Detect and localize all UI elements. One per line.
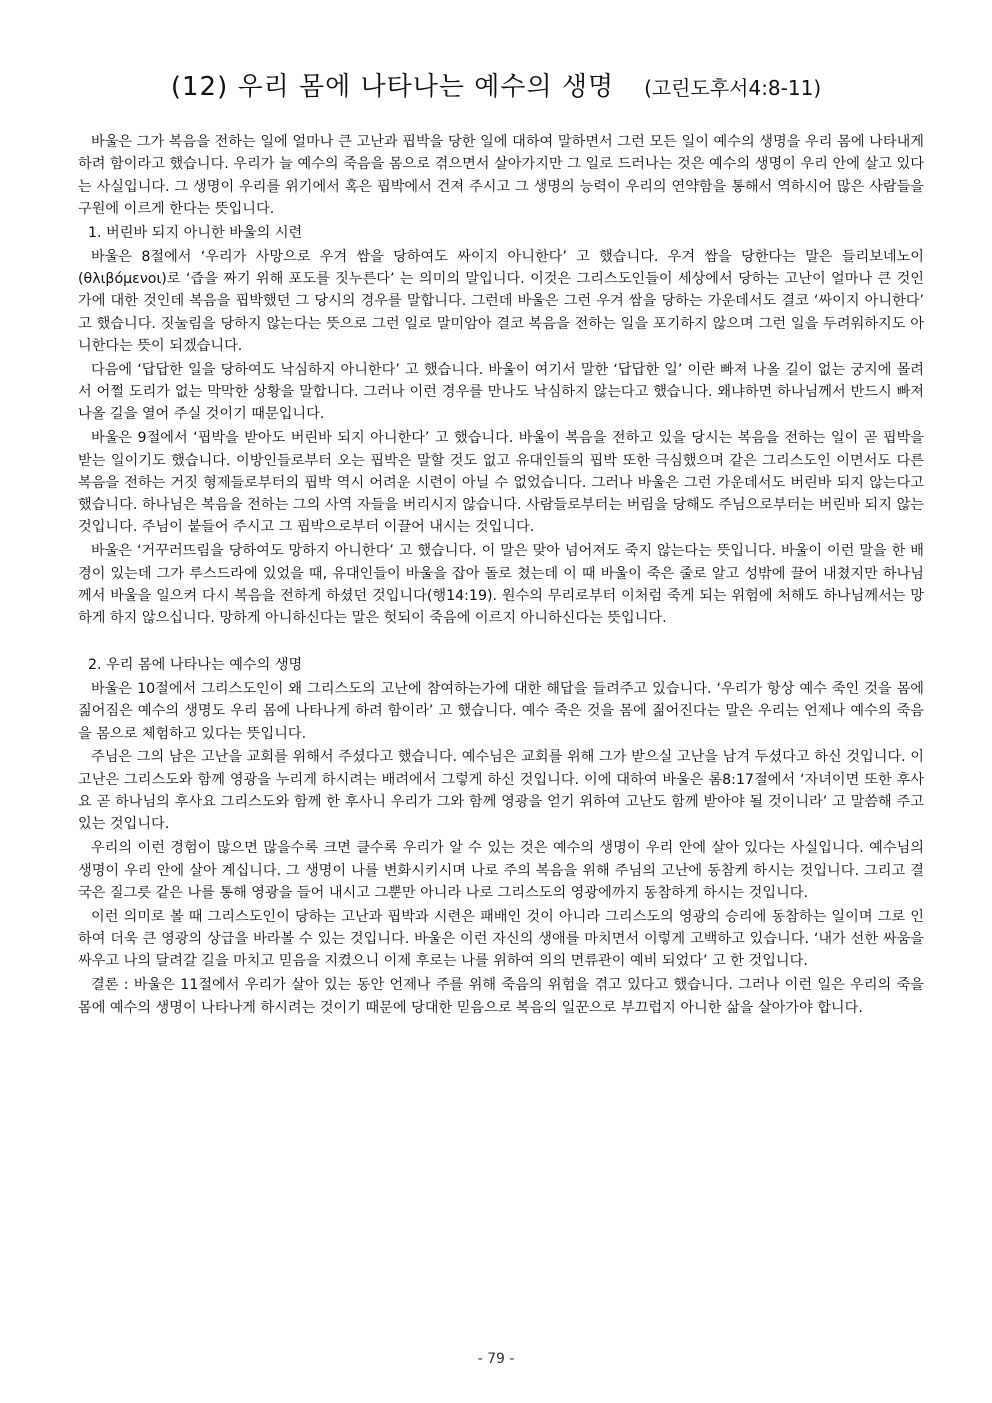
- section-heading: 1. 버린바 되지 아니한 바울의 시련: [88, 224, 303, 241]
- paragraph: 바울은 그가 복음을 전하는 일에 얼마나 큰 고난과 핍박을 당한 일에 대하여 말하면서 그런 모든 일이 예수의 생명을 우리 몸에 나타내게 하려 함이라고 했습니다. 우리가 늘 예수의 죽음을 몸으로 겪으면서 살아가지만 그 일로 드러나는 것은 예수의 생명이 우리 안에 살고 있다는 사실입니다. 그 생명이 우리를 위기에서 혹은 핍박에서 건져 주시고 그 생명의 능력이 우리의 연약함을 통해서 역하시어 많은 사람들을 구원에 이르게 한다는 뜻입니다.: [78, 134, 924, 217]
- paragraph: 우리의 이런 경험이 많으면 많을수록 크면 클수록 우리가 알 수 있는 것은 예수의 생명이 우리 안에 살아 있다는 사실입니다. 예수님의 생명이 우리 안에 살아 계십니다. 그 생명이 나를 변화시키시며 나로 주의 복음을 위해 주님의 고난에 동참케 하시는 것입니다. 그리고 결국은 질그릇 같은 나를 통해 영광을 들어 내시고 그뿐만 아니라 나로 그리스도의 영광에까지 동참하게 하시는 것입니다.: [78, 840, 924, 901]
- paragraph: 바울은 8절에서 ‘우리가 사망으로 우겨 쌈을 당하여도 싸이지 아니한다’ 고 했습니다. 우겨 쌈을 당한다는 말은 들리보네노이(θλιβόμενοι)로 ‘즙을 짜기 위해 포도를 짓누른다’ 는 의미의 말입니다. 이것은 그리스도인들이 세상에서 당하는 고난이 얼마나 큰 것인가에 대한 것인데 복음을 핍박했던 그 당시의 경우를 말합니다. 그런데 바울은 그런 우겨 쌈을 당하는 가운데서도 결코 ‘싸이지 아니한다’ 고 했습니다. 짓눌림을 당하지 않는다는 뜻으로 그런 일로 말미암아 결코 복음을 전하는 일을 포기하지 않으며 그런 일을 두려워하지도 아니한다는 뜻이 되겠습니다.: [78, 248, 924, 354]
- paragraph: 이런 의미로 볼 때 그리스도인이 당하는 고난과 핍박과 시련은 패배인 것이 아니라 그리스도의 영광의 승리에 동참하는 일이며 그로 인하여 더욱 큰 영광의 상급을 바라볼 수 있는 것입니다. 바울은 이런 자신의 생애를 마치면서 이렇게 고백하고 있습니다. ‘내가 선한 싸움을 싸우고 나의 달려갈 길을 마치고 믿음을 지켰으니 이제 후로는 나를 위하여 의의 면류관이 예비 되었다’ 고 한 것입니다.: [78, 908, 924, 970]
- page-number: - 79 -: [477, 1351, 515, 1367]
- title-scripture-reference: (고린도후서4:8-11): [644, 76, 822, 100]
- document-body: [78, 131, 924, 1020]
- paragraph: 다음에 ‘답답한 일을 당하여도 낙심하지 아니한다’ 고 했습니다. 바울이 여기서 말한 ‘답답한 일’ 이란 빠져 나올 길이 없는 궁지에 몰려서 어쩔 도리가 없는 막막한 상황을 말합니다. 그러나 이런 경우를 만나도 낙심하지 않는다고 했습니다. 왜냐하면 하나님께서 반드시 빠져 나올 길을 열어 주실 것이기 때문입니다.: [78, 361, 924, 423]
- page-title: [0, 66, 992, 103]
- title-main: (12) 우리 몸에 나타나는 예수의 생명: [170, 72, 615, 102]
- paragraph: 결론 : 바울은 11절에서 우리가 살아 있는 동안 언제나 주를 위해 죽음의 위험을 겪고 있다고 했습니다. 그러나 이런 일은 우리의 죽을 몸에 예수의 생명이 나타나게 하시려는 것이기 때문에 당대한 믿음으로 복음의 일꾼으로 부끄럽지 아니한 삶을 살아가야 합니다.: [78, 977, 924, 1016]
- paragraph: 주님은 그의 남은 고난을 교회를 위해서 주셨다고 했습니다. 예수님은 교회를 위해 그가 받으실 고난을 남겨 두셨다고 하신 것입니다. 이 고난은 그리스도와 함께 영광을 누리게 하시려는 배려에서 그렇게 하신 것입니다. 이에 대하여 바울은 롬8:17절에서 ‘자녀이면 또한 후사요 곧 하나님의 후사요 그리스도와 함께 한 후사니 우리가 그와 함께 영광을 얻기 위하여 고난도 함께 받아야 될 것이니라’ 고 말씀해 주고 있는 것입니다.: [78, 749, 924, 833]
- paragraph: 바울은 ‘거꾸러뜨림을 당하여도 망하지 아니한다’ 고 했습니다. 이 말은 맞아 넘어져도 죽지 않는다는 뜻입니다. 바울이 이런 말을 한 배경이 있는데 그가 루스드라에 있었을 때, 유대인들이 바울을 잡아 돌로 쳤는데 이 때 바울이 죽은 줄로 알고 성밖에 끌어 내쳤지만 하나님께서 바울을 일으켜 다시 복음을 전하게 하셨던 것입니다(행14:19). 원수의 무리로부터 이처럼 죽게 되는 위험에 처해도 하나님께서는 망하게 하지 않으십니다. 망하게 아니하신다는 말은 헛되이 죽음에 이르지 아니하신다는 뜻입니다.: [78, 543, 924, 627]
- paragraph: 바울은 9절에서 ‘핍박을 받아도 버린바 되지 아니한다’ 고 했습니다. 바울이 복음을 전하고 있을 당시는 복음을 전하는 일이 곧 핍박을 받는 일이기도 했습니다. 이방인들로부터 오는 핍박은 말할 것도 없고 유대인들의 핍박 또한 극심했으며 같은 그리스도인 이면서도 다른 복음을 전하는 거짓 형제들로부터의 핍박 역시 어려운 시련이 아닐 수 없었습니다. 그러나 바울은 그런 가운데서도 버린바 되지 않는다고 했습니다. 하나님은 복음을 전하는 그의 사역 자들을 버리시지 않습니다. 사람들로부터는 버림을 당해도 주님으로부터는 버린바 되지 않는 것입니다. 주님이 붙들어 주시고 그 핍박으로부터 이끌어 내시는 것입니다.: [78, 430, 924, 536]
- section-spacer: [78, 631, 924, 654]
- section-heading: 2. 우리 몸에 나타나는 예수의 생명: [88, 657, 303, 674]
- paragraph: 바울은 10절에서 그리스도인이 왜 그리스도의 고난에 참여하는가에 대한 해답을 들려주고 있습니다. ‘우리가 항상 예수 죽인 것을 몸에 짊어짐은 예수의 생명도 우리 몸에 나타나게 하려 함이라’ 고 했습니다. 예수 죽은 것을 몸에 짊어진다는 말은 우리는 언제나 예수의 죽음을 몸으로 체험하고 있다는 뜻입니다.: [78, 680, 924, 742]
